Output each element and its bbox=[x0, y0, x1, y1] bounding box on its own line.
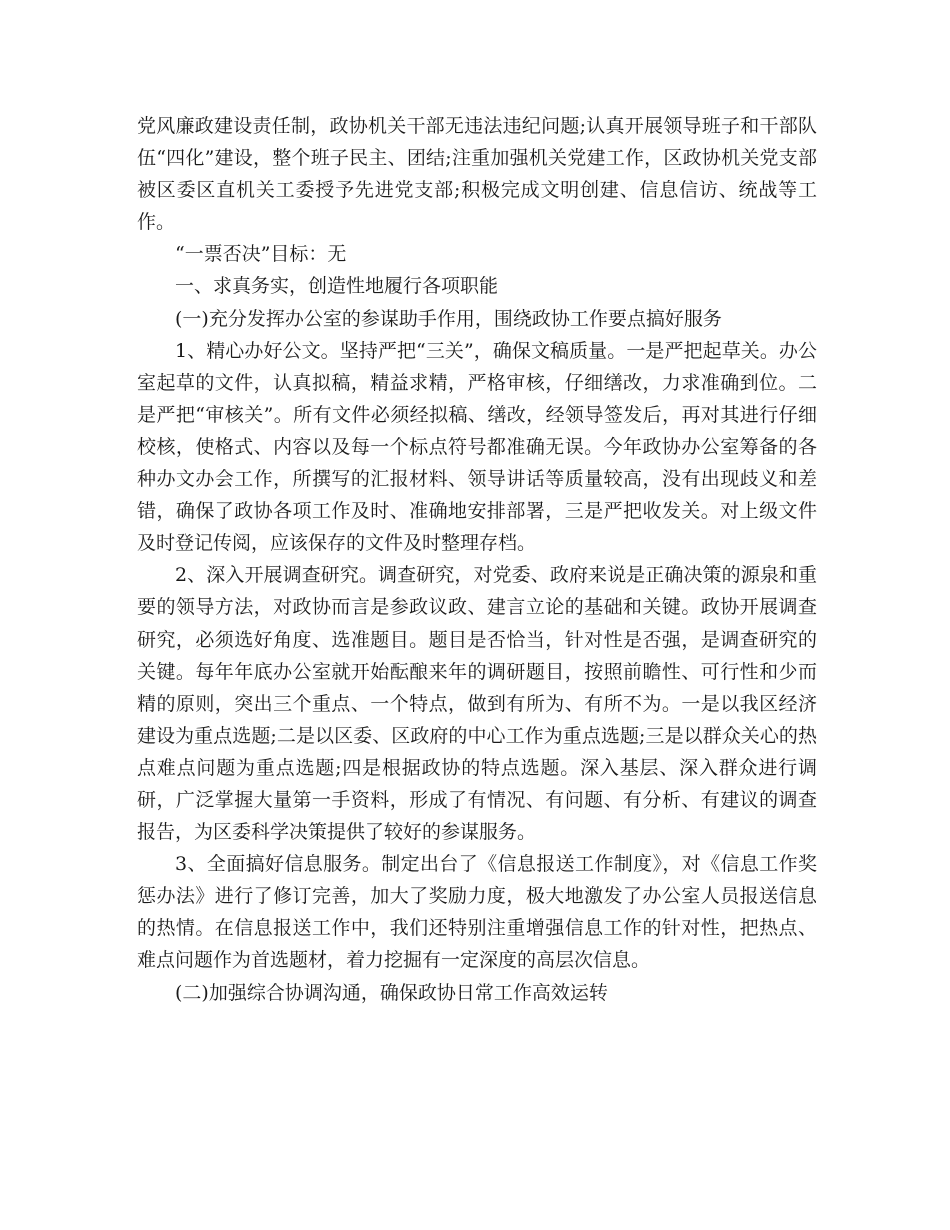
subsection-heading-1: (一)充分发挥办公室的参谋助手作用，围绕政协工作要点搞好服务 bbox=[175, 307, 722, 330]
paragraph-continuation: 党风廉政建设责任制，政协机关干部无违法违纪问题;认真开展领导班子和干部队伍“四化”建设，整个班子民主、团结;注重加强机关党建工作，区政协机关党支部被区委区直机关工委授予先进党支部;积极完成文明创建、信息信访、统战等工作。 bbox=[137, 115, 817, 234]
paragraph-veto-target: “一票否决”目标：无 bbox=[175, 243, 347, 266]
paragraph-information: 3、全面搞好信息服务。制定出台了《信息报送工作制度》，对《信息工作奖惩办法》进行了修订完善，加大了奖励力度，极大地激发了办公室人员报送信息的热情。在信息报送工作中，我们还特别注重增强信息工作的针对性，把热点、难点问题作为首选题材，着力挖掘有一定深度的高层次信息。 bbox=[137, 853, 817, 972]
subsection-heading-2: (二)加强综合协调沟通，确保政协日常工作高效运转 bbox=[175, 981, 608, 1004]
section-heading-1: 一、求真务实，创造性地履行各项职能 bbox=[175, 275, 499, 298]
document-page bbox=[137, 110, 817, 1009]
paragraph-research: 2、深入开展调查研究。调查研究，对党委、政府来说是正确决策的源泉和重要的领导方法，对政协而言是参政议政、建言立论的基础和关键。政协开展调查研究，必须选好角度、选准题目。题目是否恰当，针对性是否强，是调查研究的关键。每年年底办公室就开始酝酿来年的调研题目，按照前瞻性、可行性和少而精的原则，突出三个重点、一个特点，做到有所为、有所不为。一是以我区经济建设为重点选题;二是以区委、区政府的中心工作为重点选题;三是以群众关心的热点难点问题为重点选题;四是根据政协的特点选题。深入基层、深入群众进行调研，广泛掌握大量第一手资料，形成了有情况、有问题、有分析、有建议的调查报告，为区委科学决策提供了较好的参谋服务。 bbox=[137, 564, 817, 844]
paragraph-documents: 1、精心办好公文。坚持严把“三关”，确保文稿质量。一是严把起草关。办公室起草的文件，认真拟稿，精益求精，严格审核，仔细缮改，力求准确到位。二是严把“审核关”。所有文件必须经拟稿、缮改，经领导签发后，再对其进行仔细校核，使格式、内容以及每一个标点符号都准确无误。今年政协办公室筹备的各种办文办会工作，所撰写的汇报材料、领导讲话等质量较高，没有出现歧义和差错，确保了政协各项工作及时、准确地安排部署，三是严把收发关。对上级文件及时登记传阅，应该保存的文件及时整理存档。 bbox=[137, 339, 817, 555]
